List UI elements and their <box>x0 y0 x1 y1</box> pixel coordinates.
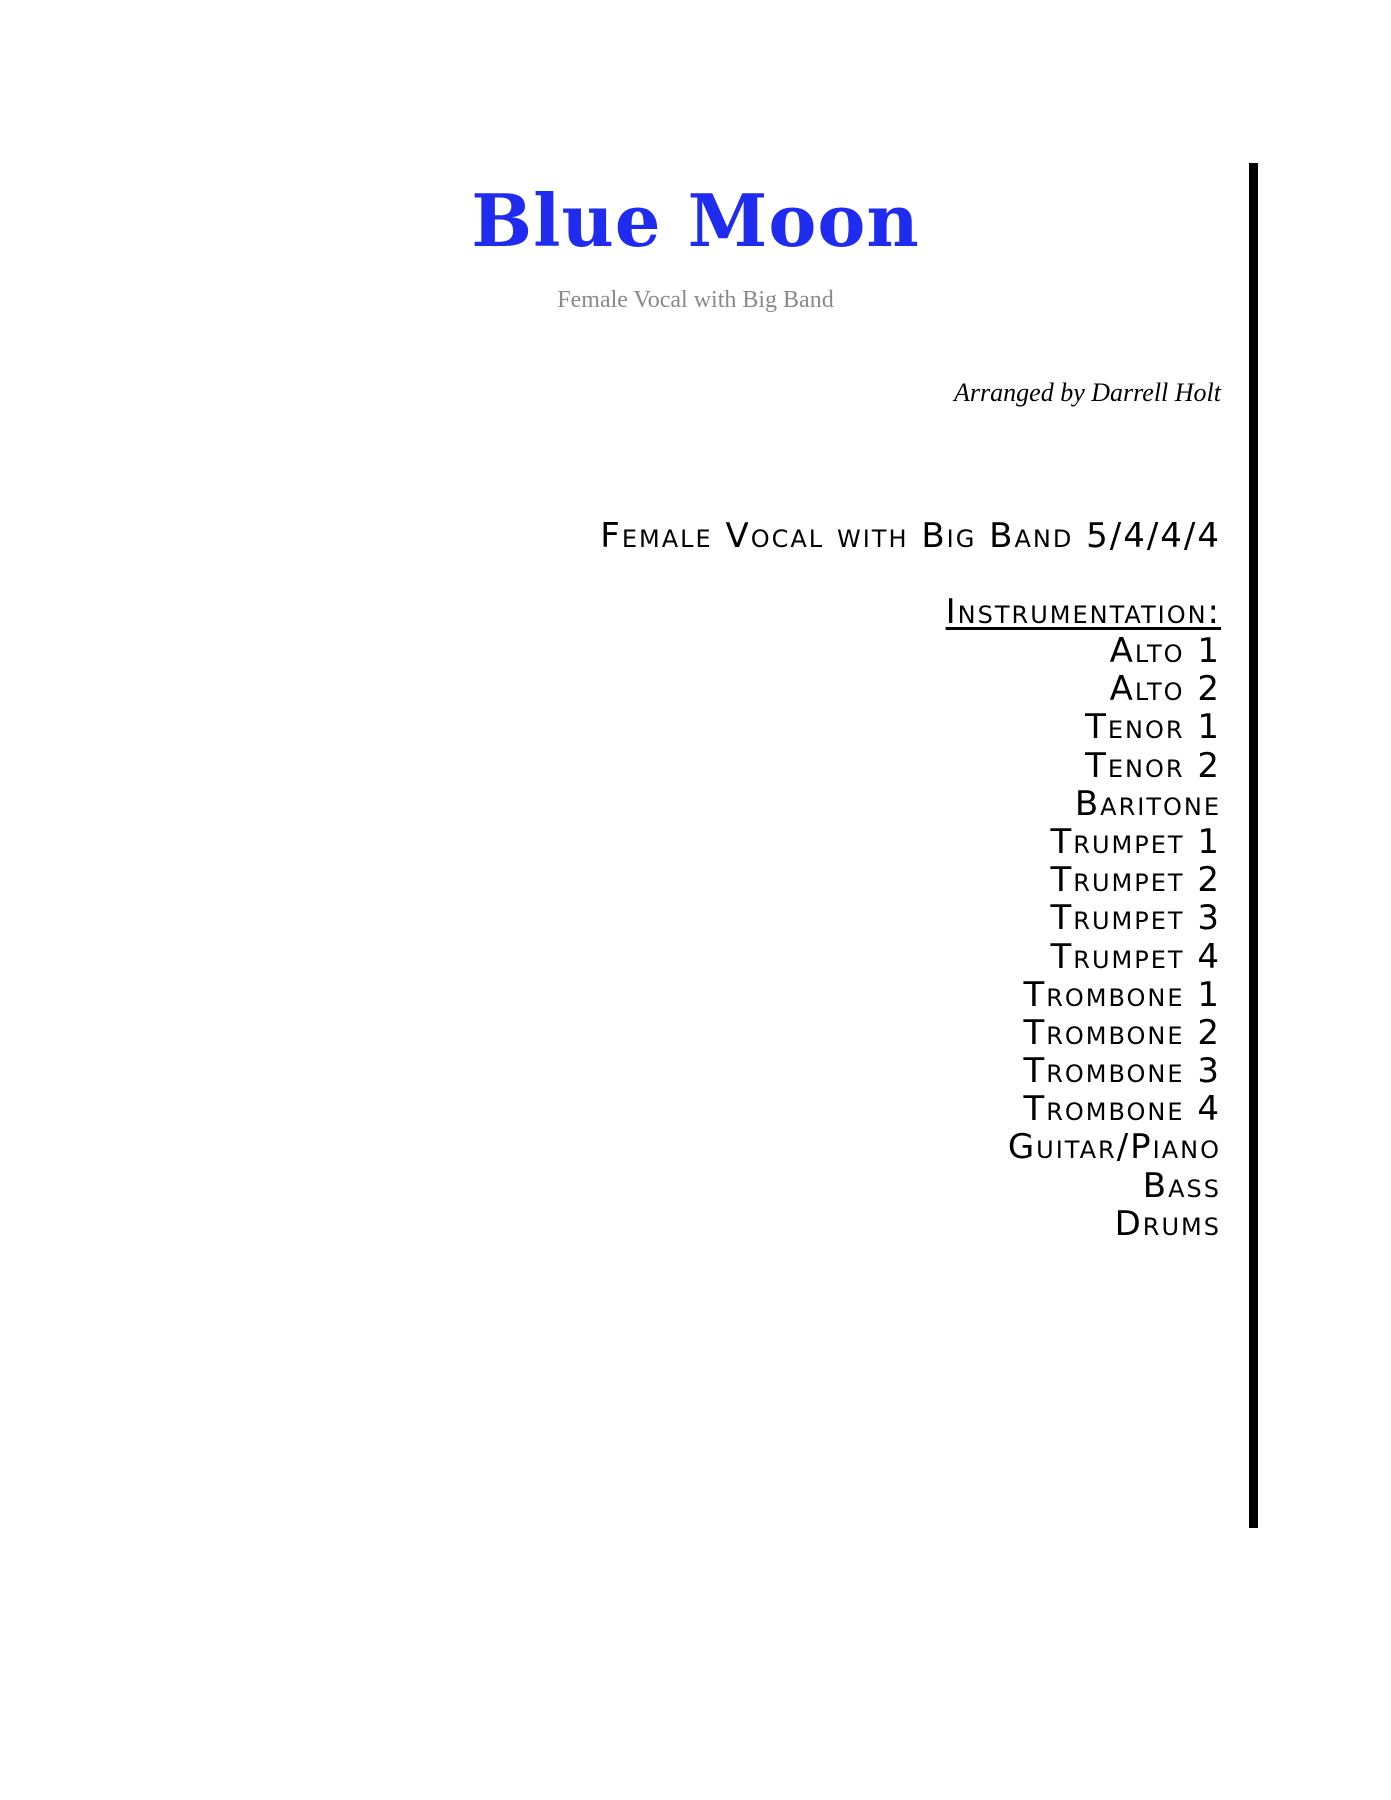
instrument-item: Trombone 4 <box>1023 1089 1221 1130</box>
instrument-item: Trumpet 4 <box>1050 936 1221 977</box>
instrument-item: Trombone 3 <box>1023 1051 1221 1092</box>
instrument-item: Trumpet 2 <box>1050 860 1221 901</box>
instrument-item: Baritone <box>1074 783 1221 824</box>
instrument-item: Trumpet 3 <box>1050 898 1221 939</box>
instrumentation-heading: Instrumentation: <box>945 592 1221 632</box>
instrument-item: Trombone 2 <box>1023 1012 1221 1053</box>
instrument-list <box>1008 632 1221 1243</box>
instrument-item: Bass <box>1142 1165 1221 1206</box>
instrument-item: Alto 2 <box>1109 669 1221 710</box>
instrument-item: Drums <box>1114 1203 1221 1244</box>
arranger-credit: Arranged by Darrell Holt <box>954 378 1221 407</box>
title: Blue Moon <box>471 178 920 263</box>
instrument-item: Trombone 1 <box>1023 974 1221 1015</box>
instrument-item: Tenor 2 <box>1085 745 1221 786</box>
ensemble-description: Female Vocal with Big Band 5/4/4/4 <box>600 516 1221 556</box>
instrument-item: Tenor 1 <box>1085 707 1221 748</box>
instrument-item: Trumpet 1 <box>1050 821 1221 862</box>
instrument-item: Alto 1 <box>1109 631 1221 671</box>
instrument-item: Guitar/Piano <box>1007 1127 1221 1168</box>
subtitle: Female Vocal with Big Band <box>557 287 834 313</box>
side-rule <box>1249 163 1258 1528</box>
